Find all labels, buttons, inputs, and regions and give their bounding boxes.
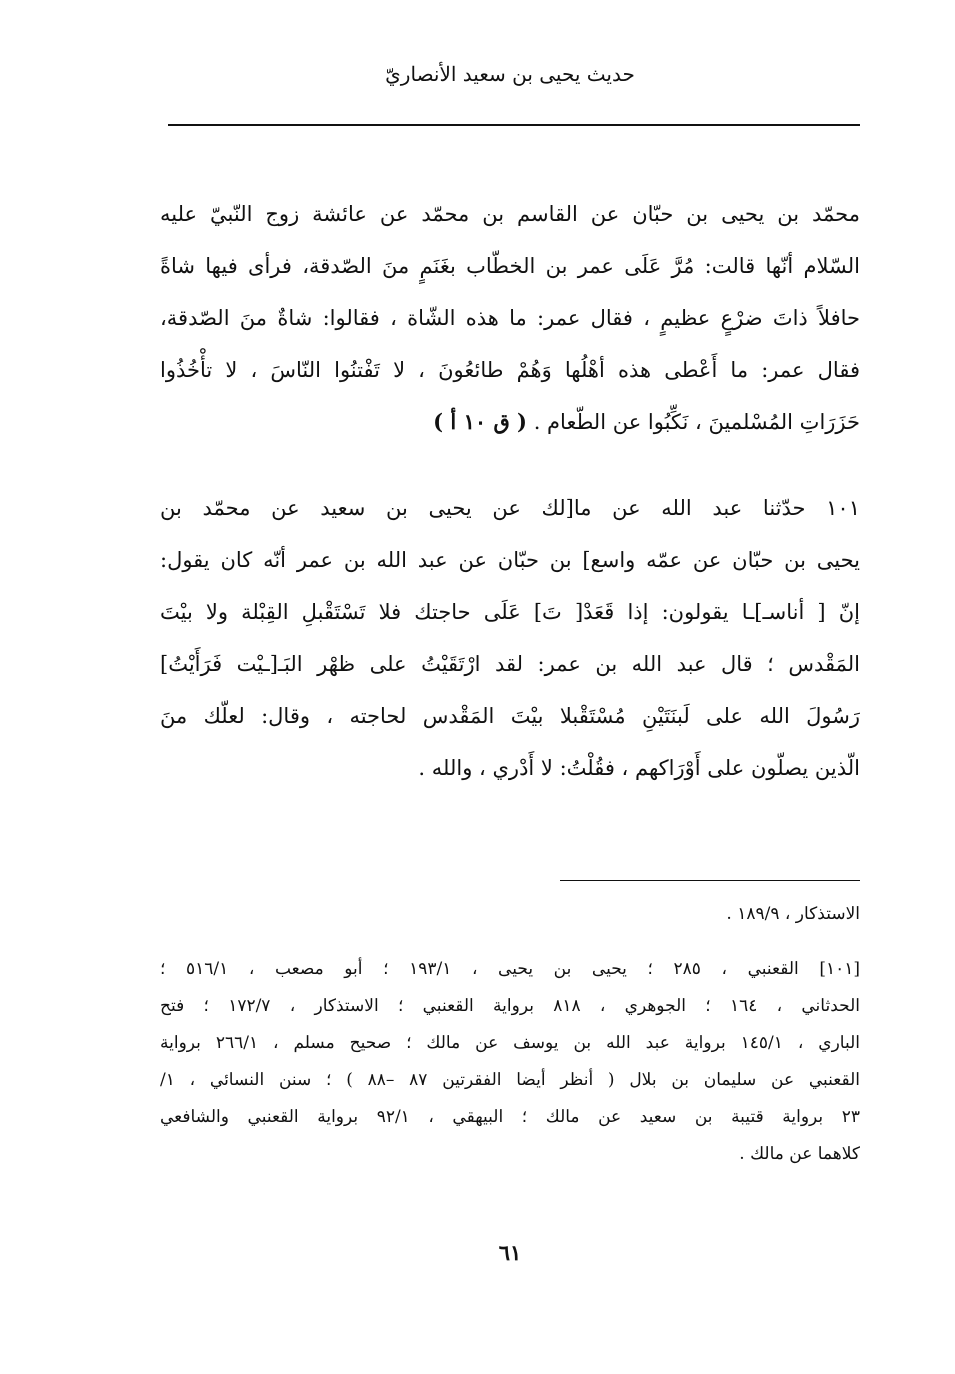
hadith-paragraph-101: [160, 482, 860, 794]
footnote-line: [١٠١] القعنبي ، ٢٨٥ ؛ يحيى بن يحيى ، ١٩٣/١ ؛ أبو مصعب ، ٥١٦/١ ؛: [160, 959, 860, 979]
footnote-rule: [560, 880, 860, 881]
text-line: المَقْدس ؛ قال عبد الله بن عمر: لقد ارْتَقَيْتُ على ظهْر البَـ[ـيْت فَرَأَيْتُ]: [160, 652, 860, 676]
running-head: حديث يحيى بن سعيد الأنصاريّ: [385, 62, 635, 86]
footnote-1: [160, 896, 860, 933]
hadith-paragraph-1: [160, 188, 860, 448]
text-line-content: حَزَرَاتِ المُسْلمينَ ، نَكِّبُوا عن الطّعام .: [533, 410, 860, 434]
text-line: [160, 396, 860, 448]
footnote-line: ٢٣ برواية قتيبة بن سعيد عن مالك ؛ البيهقي ، ٩٢/١ برواية القعنبي والشافعي: [160, 1107, 860, 1127]
footnote-line: القعنبي عن سليمان بن بلال ( أنظر أيضا الفقرتين ٨٧ –٨٨ ) ؛ سنن النسائي ، ١/: [160, 1070, 860, 1090]
text-line: السّلام أنّها قالت: مُرَّ عَلَى عمر بن الخطّاب بغَنَمٍ منَ الصّدقة، فرأى فيها شاةً: [160, 254, 860, 278]
text-line: فقال عمر: ما أَعْطى هذه أهْلُها وَهُمْ طائعُونَ ، لا تَفْتنُوا النّاسَ ، لا تأْخُذُوا: [160, 358, 860, 382]
text-line: ١٠١ حدّثنا عبد الله عن ما[لك عن يحيى بن سعيد عن محمّد بن: [160, 496, 860, 520]
page-number: ٦١: [498, 1240, 522, 1265]
manuscript-folio-marker: ( ق ١٠ أ ): [433, 409, 527, 434]
header-rule: [168, 124, 860, 126]
footnote-line: الحدثاني ، ١٦٤ ؛ الجوهري ، ٨١٨ برواية القعنبي ؛ الاستذكار ، ١٧٢/٧ ؛ فتح: [160, 996, 860, 1016]
footnote-line: الاستذكار ، ١٨٩/٩ .: [726, 904, 860, 924]
footnote-line: الباري ، ١٤٥/١ برواية عبد الله بن يوسف عن مالك ؛ صحيح مسلم ، ٢٦٦/١ برواية: [160, 1033, 860, 1053]
footnote-101: [160, 951, 860, 1173]
text-line: يحيى بن حبّان عن عمّه واسع] بن حبّان عن عبد الله بن عمر أنّه كان يقول:: [160, 548, 860, 572]
text-line: إنّ [ أناسـ]ـا يقولون: إذا قَعَدْ[ تَ] عَلَى حاجتك فلا تَسْتَقْبلِ القِبْلة ولا بيْتَ: [160, 600, 860, 624]
text-line: حافلاً ذاتَ ضرْعٍ عظيمٍ ، فقال عمر: ما هذه الشّاة ، فقالوا: شاةٌ منَ الصّدقة،: [160, 306, 860, 330]
text-line: محمّد بن يحيى بن حبّان عن القاسم بن محمّد عن عائشة زوج النّبيّ عليه: [160, 202, 860, 226]
footnote-line: كلاهما عن مالك .: [739, 1144, 860, 1164]
text-line: رَسُولَ الله على لَبنَتَيْنِ مُسْتَقْبلا بيْتَ المَقْدس لحاجته ، وقال: لعلّك منَ: [160, 704, 860, 728]
text-line: الّذين يصلّون على أَوْرَاكهم ، فقُلْتُ: لا أَدْري ، والله .: [418, 756, 860, 780]
